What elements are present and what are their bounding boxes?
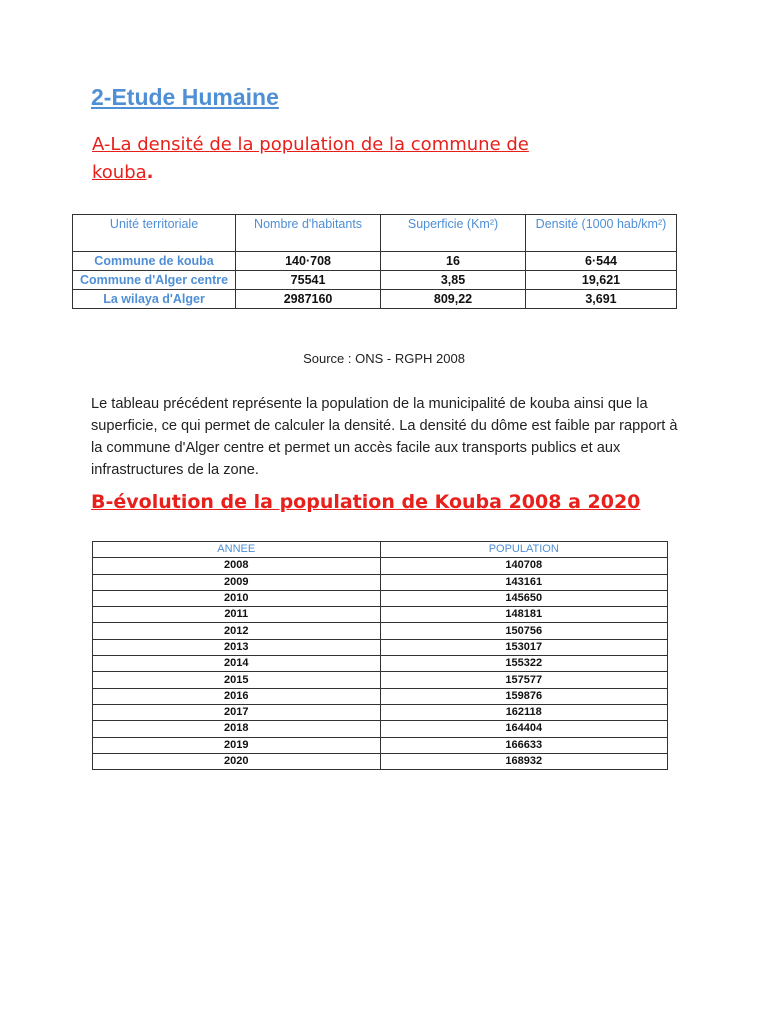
table-cell: 3,691	[525, 290, 676, 309]
year-cell: 2020	[93, 753, 381, 769]
table-row	[93, 704, 668, 720]
table-row	[93, 737, 668, 753]
table-row	[73, 252, 677, 271]
year-cell: 2015	[93, 672, 381, 688]
population-cell: 143161	[380, 574, 668, 590]
density-table-header-row	[73, 215, 677, 252]
population-table-body	[93, 558, 668, 770]
table-row	[93, 721, 668, 737]
source-note: Source : ONS - RGPH 2008	[303, 351, 465, 366]
table-cell: 140·708	[236, 252, 381, 271]
table-row	[93, 688, 668, 704]
table-row	[93, 574, 668, 590]
table-cell: La wilaya d'Alger	[73, 290, 236, 309]
table-cell: Commune d'Alger centre	[73, 271, 236, 290]
population-cell: 150756	[380, 623, 668, 639]
year-cell: 2013	[93, 639, 381, 655]
table-row	[93, 656, 668, 672]
table-cell: 3,85	[381, 271, 526, 290]
density-header-inhabitants: Nombre d'habitants	[236, 215, 381, 252]
population-cell: 153017	[380, 639, 668, 655]
table-row	[93, 639, 668, 655]
body-paragraph: Le tableau précédent représente la population de la municipalité de kouba ainsi que la superficie, ce qui permet de calculer la densité. La densité du dôme est faible par rapport à la commune d'Alger centre et permet un accès facile aux transports publics et aux infrastructures de la zone.	[91, 396, 678, 478]
section-a-title-dot: .	[146, 162, 154, 183]
population-header-population: POPULATION	[380, 542, 668, 558]
table-row	[93, 607, 668, 623]
population-cell: 168932	[380, 753, 668, 769]
year-cell: 2018	[93, 721, 381, 737]
population-cell: 148181	[380, 607, 668, 623]
population-cell: 164404	[380, 721, 668, 737]
density-table	[72, 214, 677, 309]
table-cell: 6·544	[525, 252, 676, 271]
section-title: 2-Etude Humaine	[91, 84, 279, 110]
table-cell: 19,621	[525, 271, 676, 290]
section-a-title	[92, 131, 582, 187]
year-cell: 2016	[93, 688, 381, 704]
year-cell: 2009	[93, 574, 381, 590]
table-row	[93, 558, 668, 574]
section-a-title-text: A-La densité de la population de la commune de	[92, 134, 529, 155]
year-cell: 2012	[93, 623, 381, 639]
year-cell: 2017	[93, 704, 381, 720]
population-cell: 159876	[380, 688, 668, 704]
density-header-density: Densité (1000 hab/km²)	[525, 215, 676, 252]
year-cell: 2014	[93, 656, 381, 672]
year-cell: 2019	[93, 737, 381, 753]
table-row	[93, 590, 668, 606]
population-cell: 140708	[380, 558, 668, 574]
table-row	[93, 753, 668, 769]
table-row	[73, 290, 677, 309]
density-header-area: Superficie (Km²)	[381, 215, 526, 252]
population-header-year: ANNEE	[93, 542, 381, 558]
year-cell: 2010	[93, 590, 381, 606]
population-cell: 162118	[380, 704, 668, 720]
population-table	[92, 541, 668, 770]
population-cell: 157577	[380, 672, 668, 688]
population-cell: 155322	[380, 656, 668, 672]
table-cell: 2987160	[236, 290, 381, 309]
year-cell: 2008	[93, 558, 381, 574]
table-row	[93, 672, 668, 688]
year-cell: 2011	[93, 607, 381, 623]
population-table-header-row	[93, 542, 668, 558]
population-cell: 166633	[380, 737, 668, 753]
section-b-title: B-évolution de la population de Kouba 2008 a 2020	[91, 491, 641, 513]
table-cell: 75541	[236, 271, 381, 290]
table-row	[93, 623, 668, 639]
table-row	[73, 271, 677, 290]
population-cell: 145650	[380, 590, 668, 606]
table-cell: Commune de kouba	[73, 252, 236, 271]
table-cell: 809,22	[381, 290, 526, 309]
density-header-unit: Unité territoriale	[73, 215, 236, 252]
section-a-title-end: kouba	[92, 162, 147, 183]
table-cell: 16	[381, 252, 526, 271]
